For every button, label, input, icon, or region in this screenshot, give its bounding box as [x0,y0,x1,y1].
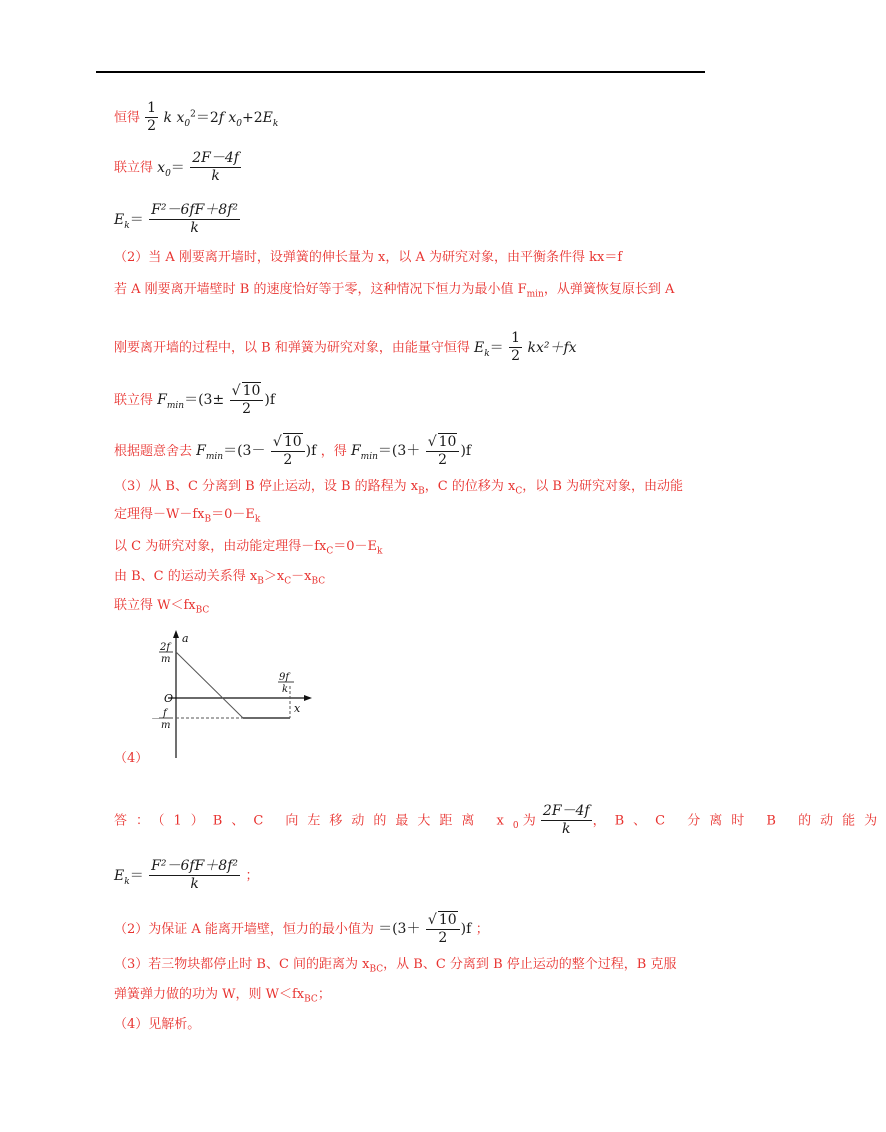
y-neg-sign: － [150,714,160,725]
answer-4: （4）见解析。 [114,1017,201,1032]
paragraph-2b: 若 A 刚要离开墙壁时 B 的速度恰好等于零，这种情况下恒力为最小值 $F_{min}$，从弹簧恢复原长到 A [114,282,675,300]
equation-energy: 恒得 $\frac{1}{2}$ k $x_0^2=2f$ $x_0+2E_k$ [114,100,279,134]
graph-diagonal [176,652,243,718]
equation-ek: $E_k=$ $\frac{\text{F²－6fF＋8f²}}{k}$ [114,202,238,236]
y-neg-denominator: m [161,720,171,731]
paragraph-3a: （3）从 B、C 分离到 B 停止运动，设 B 的路程为 $x_B$，C 的位移为 $x_C$，以 B 为研究对象，由动能 [114,479,684,497]
y-top-numerator: 2f [160,642,171,653]
answer-1-ek: $E_k=$ $\frac{\text{F²－6fF＋8f²}}{k}$ ； [114,858,259,892]
paragraph-2c: 刚要离开墙的过程中，以 B 和弹簧为研究对象，由能量守恒得 $E_k=$ $\frac{1}{2}$ kx²＋fx [114,330,577,364]
paragraph-3e: 联立得 $W<fx_{BC}$ [114,598,210,616]
fraction-half: $\frac{1}{2}$ [147,100,157,134]
header-rule [96,71,705,73]
answer-2: （2）为保证 A 能离开墙壁，恒力的最小值为 ＝(3＋ $\frac{√ 10}{2}$ )f ； [114,912,489,946]
x-axis-arrow [304,695,312,701]
acceleration-graph [148,628,318,760]
answer-3b: 弹簧弹力做的功为 W，则 $W<fx_{BC}$； [114,987,331,1005]
x-mark-numerator: 9f [279,672,290,683]
y-axis-label: a [182,632,189,645]
y-axis-arrow [173,630,179,638]
paragraph-3b: 定理得$-W-fx_B=0-E_k$ [114,507,261,525]
paragraph-3d: 由 B、C 的运动关系得 $x_B>x_C-x_{BC}$ [114,569,326,587]
origin-label: O [164,692,174,705]
answer-3a: （3）若三物块都停止时 B、C 间的距离为 $x_{BC}$，从 B、C 分离到 B 停止运动的整个过程，B 克服 [114,957,677,975]
x-axis-label: x [294,702,301,715]
fraction-ek: $\frac{\text{F²－6fF＋8f²}}{k}$ [151,202,238,236]
paragraph-2d: 联立得 $F_{min}=(3\pm$ $\frac{√ 10}{2}$ )f [114,383,276,417]
x-mark-denominator: k [282,684,289,695]
paragraph-3c: 以 C 为研究对象，由动能定理得$-fx_C=0-E_k$ [114,539,383,557]
answer-1: 答：（1）B、C 向左移动的最大距离 $x_0$ 为 $\frac{2F-4f}{k}$ ，B、C 分离时 B 的动能为 [114,803,886,837]
paragraph-2e: 根据题意舍去 $F_{min}=(3-$ $\frac{√ 10}{2}$ )f ，得 $F_{min}=(3+$ $\frac{√ 10}{2}$ )f [114,434,472,468]
y-top-denominator: m [161,654,171,665]
paragraph-2a: （2）当 A 刚要离开墙时，设弹簧的伸长量为 x，以 A 为研究对象，由平衡条件得 kx＝f [114,250,623,265]
equation-x0: 联立得 $x_0=$ $\frac{2F-4f}{k}$ [114,150,239,184]
text-prefix: 恒得 [114,110,141,126]
paragraph-4: （4） [114,751,149,766]
fraction-x0: $\frac{2F-4f}{k}$ [192,150,239,184]
y-neg-numerator: f [163,708,167,719]
